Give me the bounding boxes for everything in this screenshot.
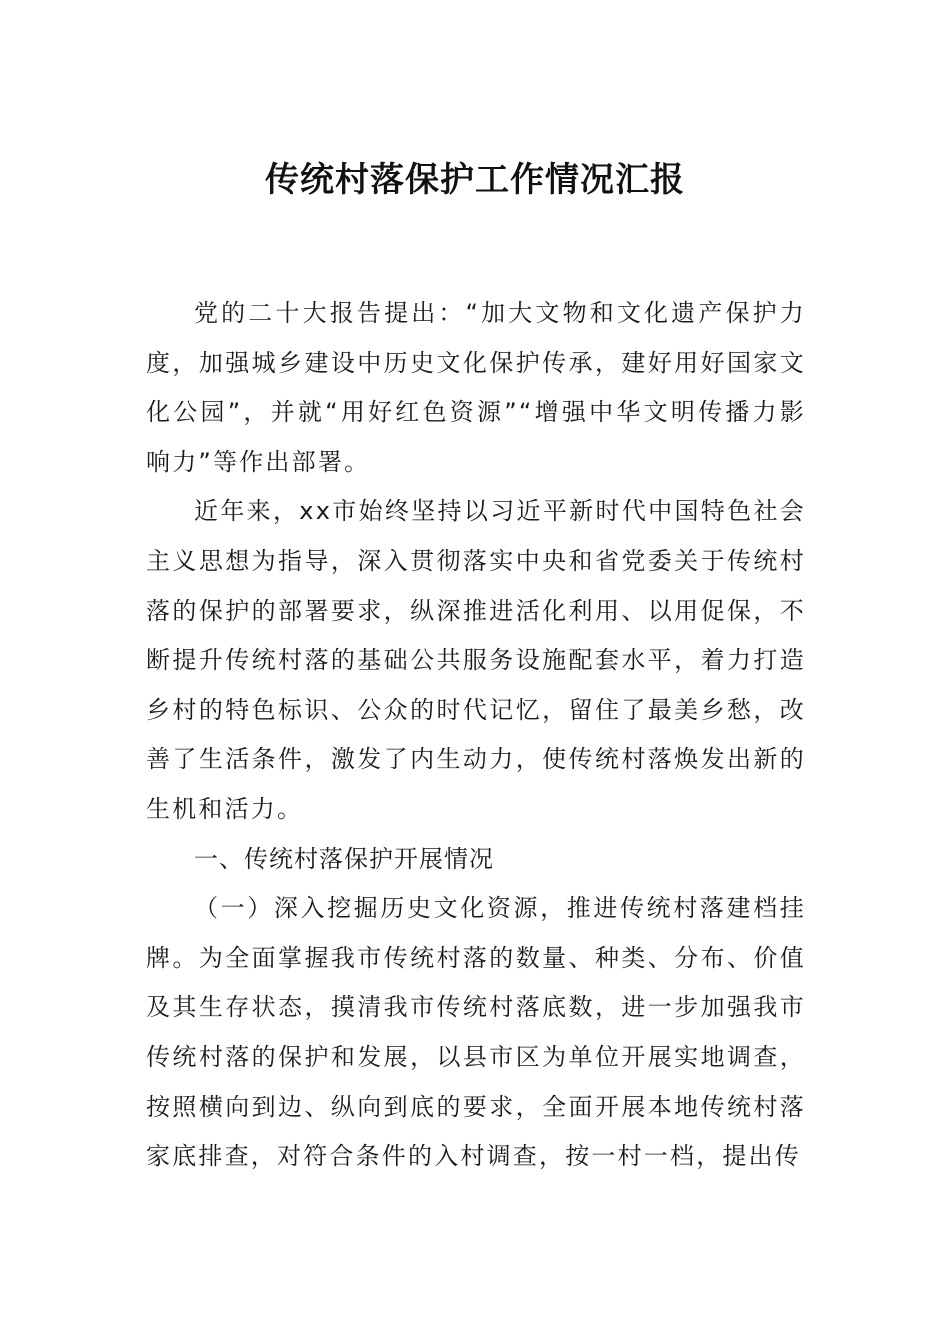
document-title: 传统村落保护工作情况汇报 — [265, 160, 685, 200]
paragraph-subsection-1: （一）深入挖掘历史文化资源，推进传统村落建档挂牌。为全面掌握我市传统村落的数量、种类、分布、价值及其生存状态，摸清我市传统村落底数，进一步加强我市传统村落的保护和发展，以县市区为单位开展实地调查，按照横向到边、纵向到底的要求，全面开展本地传统村落家底排查，对符合条件的入村调查，按一村一档，提出传 — [146, 894, 806, 1171]
paragraph-intro: 党的二十大报告提出：“加大文物和文化遗产保护力度，加强城乡建设中历史文化保护传承，建好用好国家文化公园”，并就“用好红色资源”“增强中华文明传播力影响力”等作出部署。 — [146, 299, 806, 476]
document-body — [146, 289, 806, 1182]
section-heading: 一、传统村落保护开展情况 — [194, 844, 494, 873]
paragraph-overview: 近年来，xx市始终坚持以习近平新时代中国特色社会主义思想为指导，深入贯彻落实中央和省党委关于传统村落的保护的部署要求，纵深推进活化利用、以用促保，不断提升传统村落的基础公共服务设施配套水平，着力打造乡村的特色标识、公众的时代记忆，留住了最美乡愁，改善了生活条件，激发了内生动力，使传统村落焕发出新的生机和活力。 — [146, 497, 806, 823]
